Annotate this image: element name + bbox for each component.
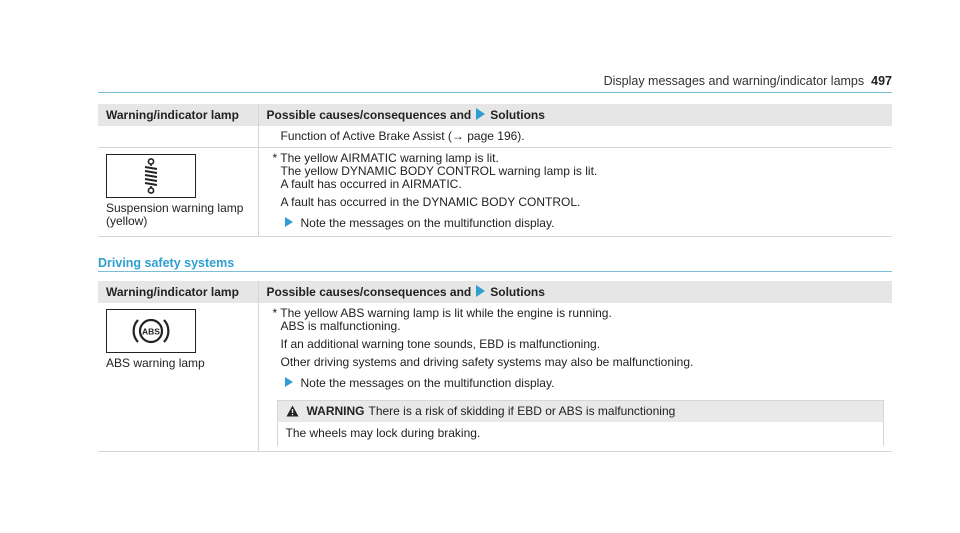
cause-line: ABS is malfunctioning.	[280, 319, 401, 333]
table-header-row	[98, 281, 892, 303]
lamp-cell	[98, 148, 258, 237]
cause-line: Other driving systems and driving safety systems may also be malfunctioning.	[280, 355, 694, 369]
header-rule	[98, 92, 892, 93]
cause-line: If an additional warning tone sounds, EBD is malfunctioning.	[280, 337, 601, 351]
warning-triangle-icon	[286, 405, 299, 417]
warning-heading	[278, 401, 884, 422]
solution-text: Note the messages on the multifunction display.	[300, 216, 555, 230]
warning-label: WARNING	[306, 404, 365, 418]
section-rule	[98, 271, 892, 272]
col-header-lamp: Warning/indicator lamp	[98, 281, 258, 303]
abs-warning-icon	[129, 313, 173, 349]
solution-text: Note the messages on the multifunction display.	[300, 376, 555, 390]
col-header-causes-label: Possible causes/consequences and	[266, 285, 472, 299]
causes-cell	[258, 303, 892, 452]
suspension-lamp-table	[98, 104, 892, 237]
page-header	[604, 74, 892, 88]
solution-item	[273, 217, 885, 230]
col-header-causes	[258, 281, 892, 303]
solution-item	[273, 377, 885, 390]
cause-line: * The yellow AIRMATIC warning lamp is lit.	[272, 151, 499, 165]
solution-arrow-icon	[285, 217, 293, 227]
col-header-lamp: Warning/indicator lamp	[98, 104, 258, 126]
suspension-spring-icon	[141, 158, 161, 194]
col-header-solutions-label: Solutions	[490, 108, 545, 122]
warning-box	[277, 400, 885, 446]
col-header-causes-label: Possible causes/consequences and	[266, 108, 472, 122]
table-row	[98, 303, 892, 452]
table-header-row	[98, 104, 892, 126]
suspension-lamp-box	[106, 154, 196, 198]
warning-body: The wheels may lock during braking.	[285, 426, 481, 440]
solutions-arrow-icon	[476, 108, 485, 120]
cause-line: A fault has occurred in the DYNAMIC BODY CONTROL.	[280, 195, 581, 209]
table-row	[98, 148, 892, 237]
lamp-name-line1: Suspension warning lamp	[106, 201, 244, 215]
cause-line: The yellow DYNAMIC BODY CONTROL warning lamp is lit.	[280, 164, 598, 178]
section-title: Driving safety systems	[98, 256, 235, 270]
lamp-name-line2: (yellow)	[106, 214, 148, 228]
continuation-text	[258, 126, 892, 148]
col-header-causes	[258, 104, 892, 126]
page-number: 497	[871, 74, 892, 88]
abs-icon-text: ABS	[142, 326, 160, 337]
solution-arrow-icon	[285, 377, 293, 387]
cause-line: A fault has occurred in AIRMATIC.	[280, 177, 462, 191]
continuation-cell-text: Function of Active Brake Assist (→ page 196).	[280, 129, 525, 143]
warning-heading-text: There is a risk of skidding if EBD or ABS is malfunctioning	[368, 404, 676, 418]
solutions-arrow-icon	[476, 285, 485, 297]
abs-lamp-box	[106, 309, 196, 353]
cause-line: * The yellow ABS warning lamp is lit while the engine is running.	[272, 306, 612, 320]
lamp-name: ABS warning lamp	[106, 356, 205, 370]
continuation-row	[98, 126, 892, 148]
col-header-solutions-label: Solutions	[490, 285, 545, 299]
abs-lamp-table	[98, 281, 892, 452]
causes-cell	[258, 148, 892, 237]
header-title: Display messages and warning/indicator lamps	[603, 74, 865, 88]
lamp-cell	[98, 303, 258, 452]
